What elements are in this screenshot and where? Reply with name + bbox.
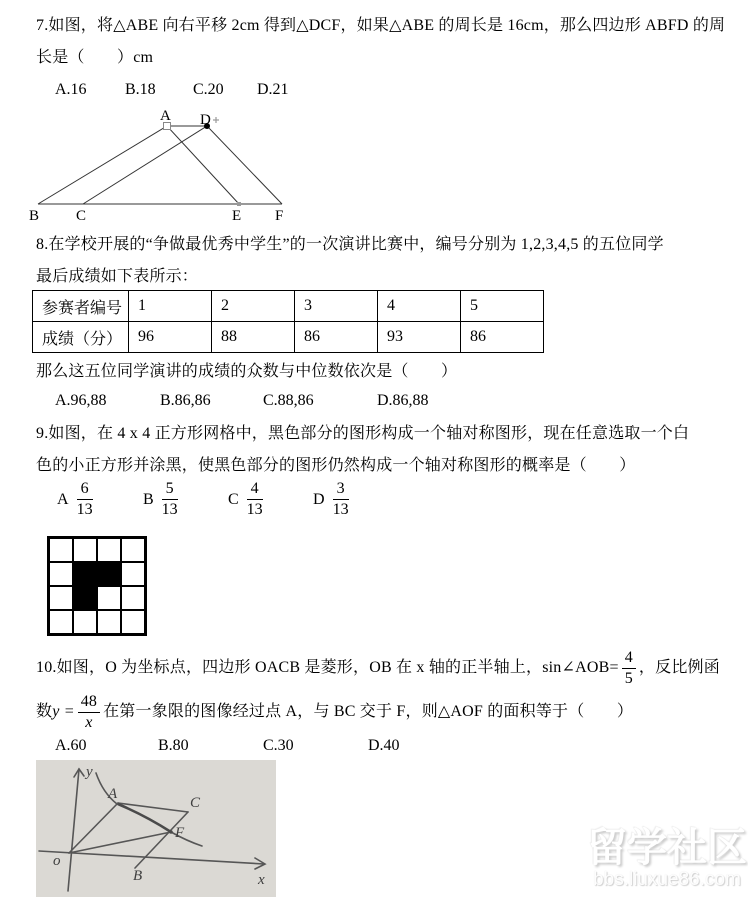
- grid-cell-white: [121, 586, 145, 610]
- plus-marker-icon: [213, 117, 219, 123]
- photo-background: [36, 760, 276, 897]
- vertex-label-e: E: [232, 208, 242, 224]
- table-cell: 93: [378, 322, 461, 353]
- grid-cell-black: [97, 562, 121, 586]
- vertex-label-f: F: [275, 208, 284, 224]
- vertex-label-c: C: [76, 208, 87, 224]
- axis-label-x: x: [258, 872, 265, 888]
- watermark-logo: 留学社区: [587, 826, 747, 870]
- q10-text-line2: 数 y = $\frac{48}{x}$ 在第一象限的图像经过点 A，与 BC 交于 F，则△AOF 的面积等于（ ）: [36, 692, 634, 731]
- q7-option-b: B.18: [125, 81, 156, 98]
- point-label-b: B: [133, 868, 143, 884]
- vertex-handle-E: [237, 202, 241, 206]
- q7-option-d: D.21: [257, 81, 289, 98]
- grid-cell-white: [97, 586, 121, 610]
- table-cell: 88: [212, 322, 295, 353]
- q9-option-b: B $\frac{5}{13}$: [143, 480, 178, 518]
- fraction-48-x: $\frac{48}{x}$: [78, 693, 100, 732]
- point-F-dot: [169, 830, 173, 834]
- watermark-url: bbs.liuxue86.com: [593, 869, 741, 890]
- grid-cell-black: [73, 586, 97, 610]
- q8-option-b: B.86,86: [160, 392, 211, 409]
- q8-text-line1: 8.在学校开展的“争做最优秀中学生”的一次演讲比赛中，编号分别为 1,2,3,4,5 的五位同学: [36, 236, 664, 253]
- q8-text-stem2: 那么这五位同学演讲的成绩的众数与中位数依次是（ ）: [36, 363, 458, 380]
- axis-label-y: y: [86, 764, 93, 780]
- q9-option-a: A $\frac{6}{13}$: [57, 480, 93, 518]
- q9-grid-figure: [47, 536, 147, 636]
- grid-cell-white: [49, 538, 73, 562]
- q7-options: [0, 81, 748, 101]
- grid-cell-white: [97, 610, 121, 634]
- q7-text-line2: 长是（ ）cm: [36, 49, 154, 66]
- q8-option-a: A.96,88: [55, 392, 107, 409]
- q10-options: [0, 737, 748, 757]
- table-row: [33, 322, 544, 353]
- vertex-label-d: D: [200, 112, 211, 128]
- side-AE: [167, 126, 239, 204]
- q8-text-line2: 最后成绩如下表所示：: [36, 268, 199, 285]
- q8-option-c: C.88,86: [263, 392, 314, 409]
- q7-option-a: A.16: [55, 81, 87, 98]
- grid-cell-black: [73, 562, 97, 586]
- grid-cell-white: [121, 538, 145, 562]
- table-cell: 3: [295, 291, 378, 322]
- q9-option-c: C $\frac{4}{13}$: [228, 480, 263, 518]
- q8-options: [0, 392, 748, 412]
- grid-cell-white: [49, 562, 73, 586]
- grid-cell-white: [121, 610, 145, 634]
- q10-option-d: D.40: [368, 737, 400, 754]
- vertex-label-a: A: [160, 108, 171, 124]
- table-cell: 5: [461, 291, 544, 322]
- q10-option-a: A.60: [55, 737, 87, 754]
- point-label-c: C: [190, 795, 201, 811]
- grid-cell-white: [97, 538, 121, 562]
- watermark: [586, 826, 748, 890]
- q7-text-line1: 7.如图，将△ABE 向右平移 2cm 得到△DCF，如果△ABE 的周长是 16cm，那么四边形 ABFD 的周: [36, 17, 726, 34]
- q10-text-line1: 10.如图，O 为坐标点，四边形 OACB 是菱形，OB 在 x 轴的正半轴上，sin∠AOB= $\frac{4}{5}$ ，反比例函: [36, 648, 720, 687]
- side-DF: [207, 126, 282, 204]
- table-cell: 4: [378, 291, 461, 322]
- q9-text-line1: 9.如图，在 4 x 4 正方形网格中，黑色部分的图形构成一个轴对称图形，现在任意选取一个白: [36, 425, 690, 442]
- point-label-a: A: [108, 786, 118, 802]
- q10-option-b: B.80: [158, 737, 189, 754]
- grid-cell-white: [121, 562, 145, 586]
- q9-option-d: D $\frac{3}{13}$: [313, 480, 349, 518]
- q9-text-line2: 色的小正方形并涂黑，使黑色部分的图形仍然构成一个轴对称图形的概率是（ ）: [36, 457, 636, 474]
- table-cell: 86: [295, 322, 378, 353]
- table-cell: 96: [129, 322, 212, 353]
- table-cell: 1: [129, 291, 212, 322]
- grid-cell-white: [73, 610, 97, 634]
- grid-cell-white: [49, 586, 73, 610]
- grid-cell-white: [49, 610, 73, 634]
- q10-option-c: C.30: [263, 737, 294, 754]
- q10-graph-photo: [36, 760, 276, 897]
- q7-option-c: C.20: [193, 81, 224, 98]
- point-label-f: F: [175, 825, 185, 841]
- table-row: [33, 291, 544, 322]
- q7-triangle-figure: [0, 103, 310, 227]
- table-cell: 2: [212, 291, 295, 322]
- table-cell: 成绩（分）: [33, 322, 129, 353]
- vertex-label-b: B: [29, 208, 40, 224]
- grid-cell-white: [73, 538, 97, 562]
- fraction-4-5: $\frac{4}{5}$: [622, 649, 636, 688]
- q8-score-table: [32, 290, 544, 353]
- origin-label-o: o: [53, 853, 61, 869]
- table-cell: 参赛者编号: [33, 291, 129, 322]
- q8-option-d: D.86,88: [377, 392, 429, 409]
- table-cell: 86: [461, 322, 544, 353]
